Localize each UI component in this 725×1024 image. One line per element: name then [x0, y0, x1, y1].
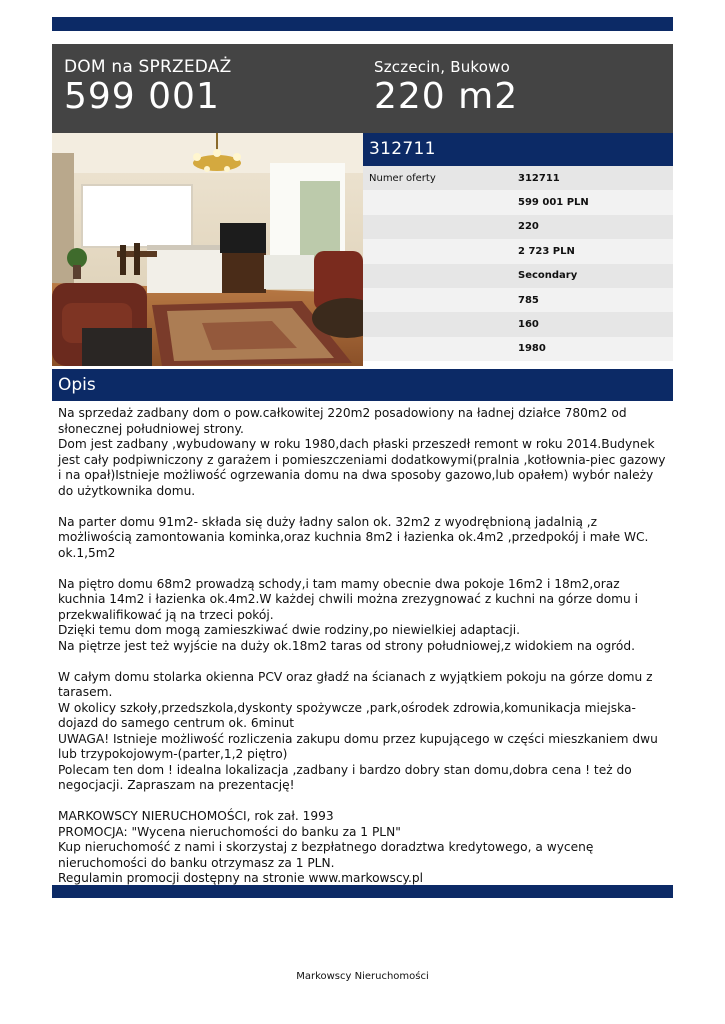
description-paragraph: PROMOCJA: "Wycena nieruchomości do banku za 1 PLN"	[58, 824, 401, 839]
description-paragraph: Na piętrze jest też wyjście na duży ok.18m2 taras od strony południowej,z widokiem na ogród.	[58, 638, 635, 653]
detail-row	[363, 166, 673, 190]
description-paragraph: W całym domu stolarka okienna PCV oraz gładź na ścianach z wyjątkiem pokoju na górze domu z tarasem.	[58, 669, 653, 699]
listing-area: 220 m2	[374, 76, 519, 117]
description-paragraph: UWAGA! Istnieje możliwość rozliczenia zakupu domu przez kupującego w części mieszkaniem dwu lub trzypokojowym-(parter,1,2 piętro)	[58, 731, 658, 761]
header-right	[374, 44, 518, 117]
detail-value: 1980	[518, 343, 546, 355]
description-paragraph: Kup nieruchomość z nami i skorzystaj z bezpłatnego doradztwa kredytowego, a wycenę nieruchomości do banku otrzymasz za 1 PLN.	[58, 840, 594, 870]
description-paragraph: Na parter domu 91m2- składa się duży ładny salon ok. 32m2 z wyodrębnioną jadalnią ,z możliwością zamontowania kominka,oraz kuchnia 8m2 i łazienka ok.4m2 ,przedpokój i małe WC. ok.1,5m2	[58, 514, 649, 560]
detail-value: Secondary	[518, 270, 578, 282]
listing-header	[52, 44, 673, 133]
description-paragraph: W okolicy szkoły,przedszkola,dyskonty spożywcze ,park,ośrodek zdrowia,komunikacja miejska-dojazd do samego centrum ok. 6minut	[58, 700, 636, 730]
listing-price: 599 001	[64, 76, 220, 117]
detail-label: Numer oferty	[369, 172, 436, 184]
offer-number-heading: 312711	[363, 133, 673, 166]
offer-details-table	[363, 166, 673, 361]
detail-row	[363, 312, 673, 336]
bottom-decorative-bar	[52, 885, 673, 898]
top-decorative-bar	[52, 17, 673, 31]
detail-value: 160	[518, 319, 539, 331]
property-photo	[52, 133, 363, 366]
detail-row	[363, 288, 673, 312]
detail-row	[363, 215, 673, 239]
detail-row	[363, 239, 673, 263]
description-text	[58, 406, 670, 887]
detail-value: 785	[518, 294, 539, 306]
description-paragraph: Dzięki temu dom mogą zamieszkiwać dwie rodziny,po niewielkiej adaptacji.	[58, 623, 521, 637]
footer-company-name: Markowscy Nieruchomości	[296, 971, 429, 982]
header-left	[64, 44, 231, 117]
detail-row	[363, 190, 673, 214]
paragraph-gap	[58, 794, 670, 810]
detail-row	[363, 337, 673, 361]
description-paragraph: Na piętro domu 68m2 prowadzą schody,i tam mamy obecnie dwa pokoje 16m2 i 18m2,oraz kuchnia 14m2 i łazienka ok.4m2.W każdej chwili można zrezygnować z kuchni na górze domu i przekwalifikować ją na trzeci pokój.	[58, 576, 639, 622]
description-paragraph: Dom jest zadbany ,wybudowany w roku 1980,dach płaski przeszedł remont w roku 2014.Budynek jest cały podpiwniczony z garażem i pomieszczeniami dodatkowymi(pralnia ,kotłownia-piec gazowy i na opał)Istnieje możliwość ogrzewania domu na dwa sposoby gazowo,lub opałem) wybór należy do użytkownika domu.	[58, 437, 666, 498]
detail-value: 599 001 PLN	[518, 197, 589, 209]
offer-details-panel	[363, 133, 673, 361]
detail-value: 312711	[518, 172, 560, 184]
paragraph-gap	[58, 654, 670, 670]
listing-type: DOM na SPRZEDAŻ	[64, 57, 232, 77]
paragraph-gap	[58, 561, 670, 577]
description-heading: Opis	[52, 369, 673, 401]
description-paragraph: Polecam ten dom ! idealna lokalizacja ,zadbany i bardzo dobry stan domu,dobra cena ! też do negocjacji. Zapraszam na prezentację!	[58, 762, 632, 792]
description-paragraph: Regulamin promocji dostępny na stronie www.markowscy.pl	[58, 871, 424, 885]
detail-value: 2 723 PLN	[518, 245, 575, 257]
detail-row	[363, 264, 673, 288]
detail-value: 220	[518, 221, 539, 233]
listing-location: Szczecin, Bukowo	[374, 58, 510, 76]
description-paragraph: Na sprzedaż zadbany dom o pow.całkowitej 220m2 posadowiony na ładnej działce 780m2 od słonecznej południowej strony.	[58, 406, 627, 436]
paragraph-gap	[58, 499, 670, 515]
description-paragraph: MARKOWSCY NIERUCHOMOŚCI, rok zał. 1993	[58, 809, 334, 823]
